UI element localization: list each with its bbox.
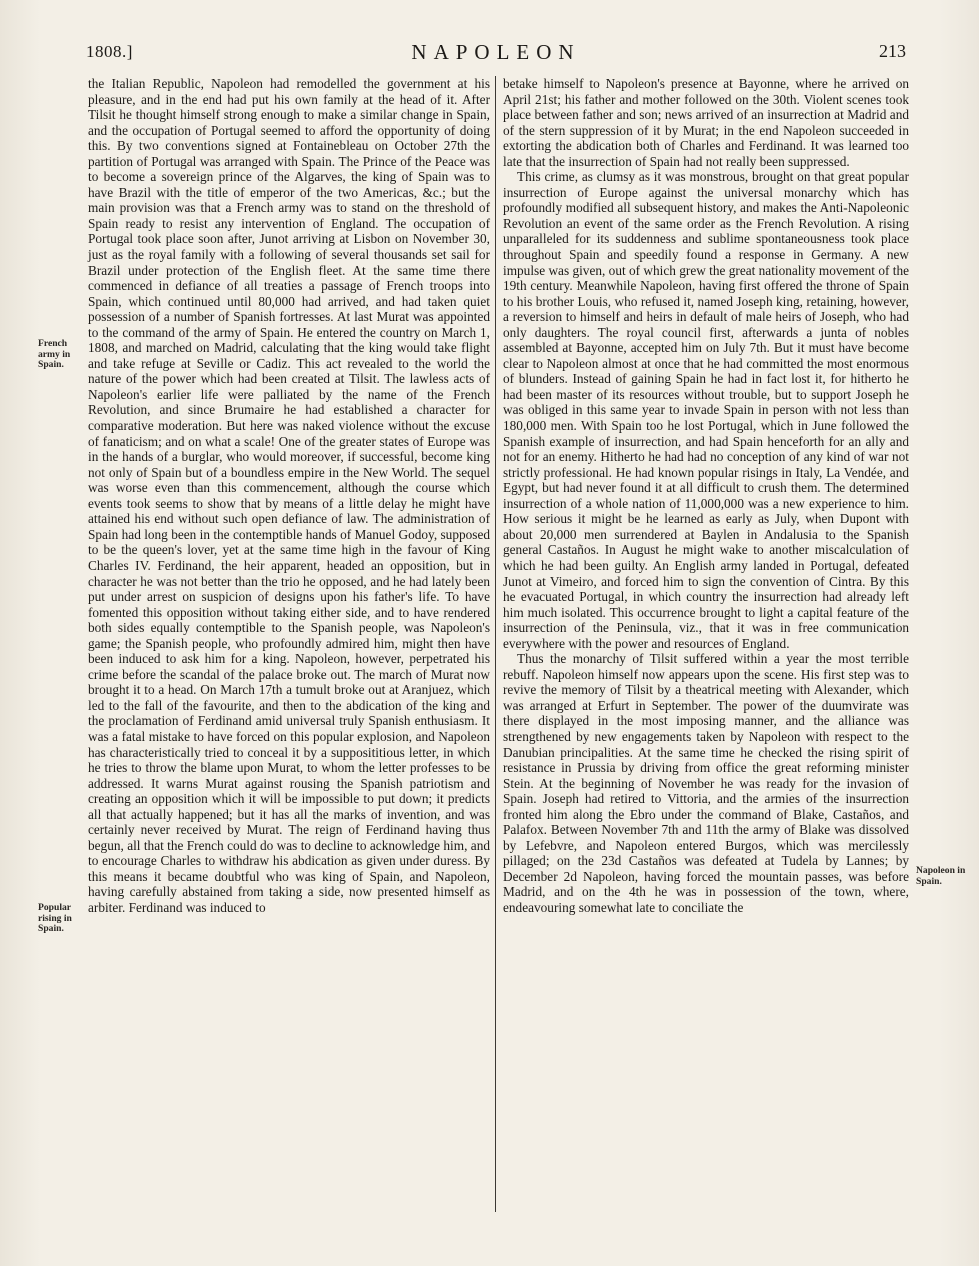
right-column xyxy=(503,76,909,916)
column-divider xyxy=(495,76,496,1212)
left-column xyxy=(88,76,490,916)
paragraph: the Italian Republic, Napoleon had remodelled the government at his pleasure, and in the end had put his own family at the head of it. After Tilsit he thought himself strong enough to make a similar change in Spain, and the occupation of Portugal seemed to afford the opportunity of doing this. By two conventions signed at Fontainebleau on October 27th the partition of Portugal was arranged with Spain. The Prince of the Peace was to become a sovereign prince of the Algarves, the king of Spain was to have Brazil with the title of emperor of the two Americas, &c.; but the main provision was that a French army was to stand on the threshold of Spain ready to resist any intervention of England. The occupation of Portugal took place soon after, Junot arriving at Lisbon on November 30, just as the royal family with a following of several thousands set sail for Brazil under protection of the English fleet. At the same time there commenced in defiance of all treaties a passage of French troops into Spain, which continued until 80,000 had arrived, and had taken quiet possession of a number of Spanish fortresses. At last Murat was appointed to the command of the army of Spain. He entered the country on March 1, 1808, and marched on Madrid, calculating that the king would take flight and take refuge at Seville or Cadiz. This act revealed to the world the nature of the power which had been created at Tilsit. The lawless acts of Napoleon's earlier life were palliated by the name of the French Revolution, and since Brumaire he had established a character for comparative moderation. But here was naked violence without the excuse of fanaticism; and on what a scale! One of the greater states of Europe was in the hands of a burglar, who would moreover, if successful, become king not only of Spain but of a boundless empire in the New World. The sequel was worse even than this commencement, although the course which events took seems to show that by means of a little delay he might have attained his end without such open defiance of law. The administration of Spain had long been in the contemptible hands of Manuel Godoy, supposed to be the queen's lover, yet at the same time high in the favour of King Charles IV. Ferdinand, the heir apparent, headed an opposition, but in character he was not better than the trio he opposed, and he had lately been put under arrest on suspicion of designs upon his father's life. To have fomented this opposition without taking either side, and to have rendered both sides equally contemptible to the Spanish people, was Napoleon's game; the Spanish people, who profoundly admired him, might then have been induced to ask him for a king. Napoleon, however, perpetrated his crime before the scandal of the palace broke out. The march of Murat now brought it to a head. On March 17th a tumult broke out at Aranjuez, which led to the fall of the favourite, and then to the abdication of the king and the proclamation of Ferdinand amid universal truly Spanish enthusiasm. It was a fatal mistake to have forced on this popular explosion, and Napoleon has characteristically tried to conceal it by a supposititious letter, in which he tries to throw the blame upon Murat, to whom the letter professes to be addressed. It warns Murat against rousing the Spanish patriotism and creating an opposition which it will be impossible to put down; it predicts all that actually happened; but it has all the marks of invention, and was certainly never received by Murat. The reign of Ferdinand having thus begun, all that the French could do was to decline to acknowledge him, and to encourage Charles to withdraw his abdication as given under duress. By this means it became doubtful who was king of Spain, and Napoleon, having carefully abstained from taking a side, now presented himself as arbiter. Ferdinand was induced to xyxy=(88,76,490,915)
header-year: 1808.] xyxy=(86,42,133,61)
paragraph: Thus the monarchy of Tilsit suffered within a year the most terrible rebuff. Napoleon himself now appears upon the scene. His first step was to revive the memory of Tilsit by a theatrical meeting with Alexander, which was arranged at Erfurt in September. The power of the duumvirate was there displayed in the most imposing manner, and the alliance was strengthened by new engagements taken by Napoleon with respect to the Danubian principalities. At the same time he checked the rising spirit of resistance in Prussia by driving from office the great reforming minister Stein. At the beginning of November he was ready for the invasion of Spain. Joseph had retired to Vittoria, and the armies of the insurrection fronted him along the Ebro under the command of Blake, Castaños, and Palafox. Between November 7th and 11th the army of Blake was dissolved by Lefebvre, and Napoleon entered Burgos, which was mercilessly pillaged; on the 23d Castaños was defeated at Tudela by Lannes; by December 2d Napoleon, having forced the mountain passes, was before Madrid, and on the 4th he was in possession of the town, where, endeavouring somewhat late to conciliate the xyxy=(503,651,909,915)
page-number: 213 xyxy=(879,41,906,61)
header-title: NAPOLEON xyxy=(411,40,581,64)
paragraph: betake himself to Napoleon's presence at Bayonne, where he arrived on April 21st; his father and mother followed on the 30th. Violent scenes took place between father and son; news arrived of an insurrection at Madrid and of the stern suppression of it by Murat; in the end Napoleon succeeded in extorting the abdication both of Charles and Ferdinand. It was learned too late that the insurrection of Spain had not really been suppressed. xyxy=(503,76,909,169)
paragraph: This crime, as clumsy as it was monstrous, brought on that great popular insurrection of Europe against the universal monarchy which has profoundly modified all subsequent history, and makes the Anti-Napoleonic Revolution an event of the same order as the French Revolution. A rising unparalleled for its suddenness and sublime spontaneousness took place throughout Spain and speedily found a response in Germany. A new impulse was given, out of which grew the great nationality movement of the 19th century. Meanwhile Napoleon, having first offered the throne of Spain to his brother Louis, who refused it, named Joseph king, retaining, however, a reversion to himself and heirs in default of male heirs of Joseph, who had only daughters. The royal council first, afterwards a junta of nobles assembled at Bayonne, accepted him on July 7th. But it must have become clear to Napoleon almost at once that he had committed the most enormous of blunders. Instead of gaining Spain he had in fact lost it, for hitherto he had been master of its resources without trouble, but to support Joseph he was obliged in this same year to invade Spain in person with not less than 180,000 men. With Spain too he lost Portugal, which in June followed the Spanish example of insurrection, and had Spain henceforth for an ally and not for an enemy. Hitherto he had had no conception of any kind of war not strictly professional. He had known popular risings in Italy, La Vendée, and Egypt, but had never found it at all difficult to crush them. The determined insurrection of a whole nation of 11,000,000 was a new experience to him. How serious it might be he learned as early as July, when Dupont with about 20,000 men surrendered at Baylen in Andalusia to the Spanish general Castaños. In August he might wake to another miscalculation of which he had been guilty. An English army landed in Portugal, defeated Junot at Vimeiro, and forced him to sign the convention of Cintra. By this he evacuated Portugal, in which country the insurrection had already left him much isolated. This occurrence brought to light a capital feature of the insurrection of the Peninsula, viz., that it was in free communication everywhere with the power and resources of England. xyxy=(503,169,909,651)
side-note-french-army: French army in Spain. xyxy=(38,338,71,371)
side-note-popular-rising: Popular rising in Spain. xyxy=(38,902,72,935)
running-header xyxy=(86,40,906,70)
side-note-napoleon-in-spain: Napoleon in Spain. xyxy=(916,865,966,887)
